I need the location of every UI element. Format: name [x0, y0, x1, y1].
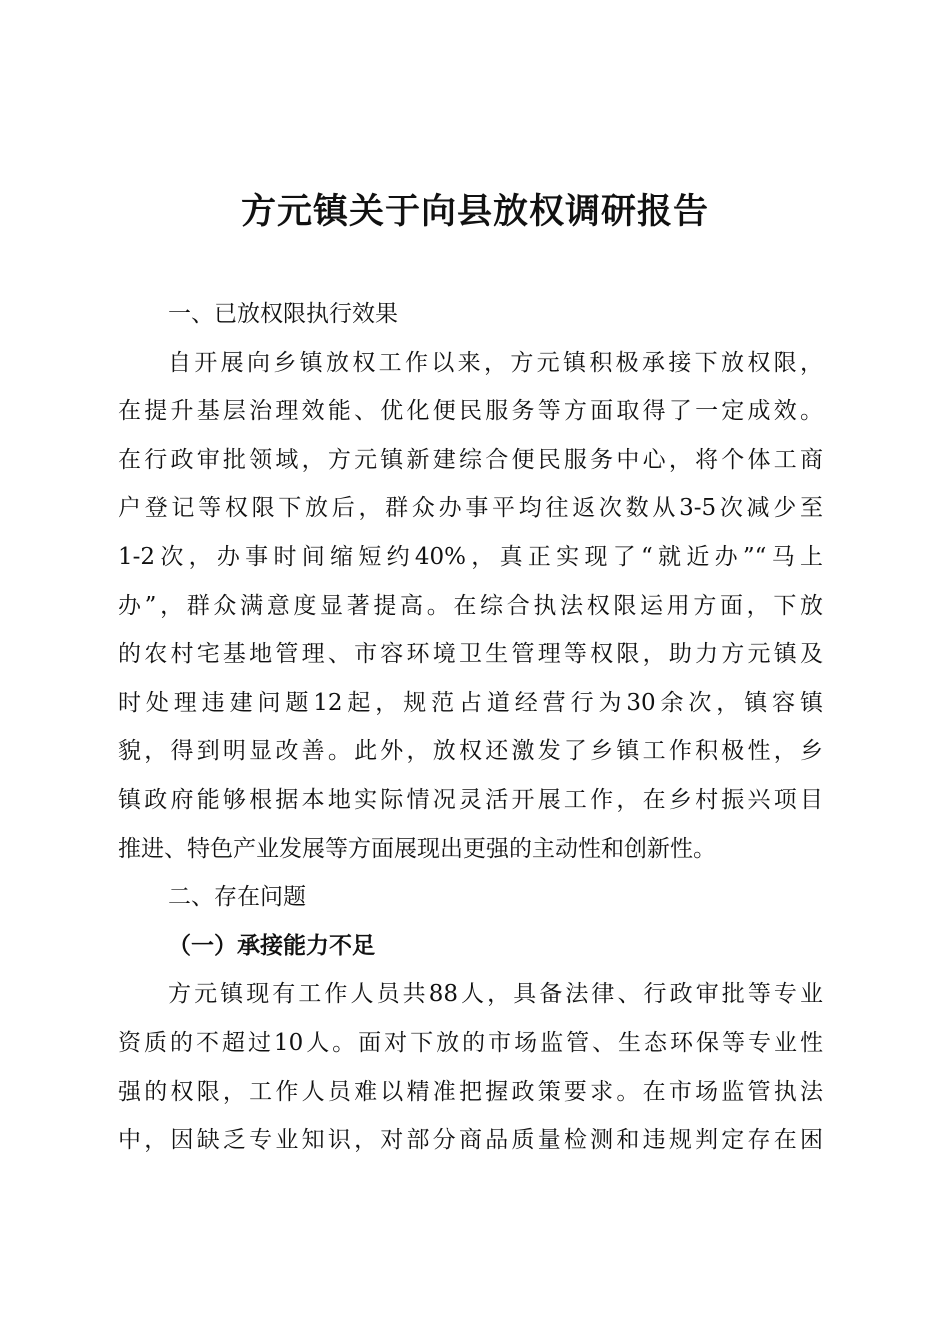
section-heading-1: 一、已放权限执行效果: [168, 301, 398, 327]
paragraph-line: 在行政审批领域，方元镇新建综合便民服务中心，将个体工商: [118, 446, 823, 473]
paragraph-line: 貌，得到明显改善。此外，放权还激发了乡镇工作积极性，乡: [118, 738, 823, 765]
paragraph-line: 镇政府能够根据本地实际情况灵活开展工作，在乡村振兴项目: [118, 786, 823, 813]
paragraph-line: 在提升基层治理效能、优化便民服务等方面取得了一定成效。: [118, 398, 823, 425]
paragraph-line: 推进、特色产业发展等方面展现出更强的主动性和创新性。: [118, 835, 716, 862]
paragraph-line: 方元镇现有工作人员共88人，具备法律、行政审批等专业: [168, 981, 823, 1008]
document-body: [118, 290, 823, 1165]
paragraph-line: 办”，群众满意度显著提高。在综合执法权限运用方面，下放: [118, 592, 823, 619]
paragraph-line: 时处理违建问题12起，规范占道经营行为30余次，镇容镇: [118, 689, 823, 716]
document-title: 方元镇关于向县放权调研报告: [240, 191, 709, 232]
paragraph-line: 自开展向乡镇放权工作以来，方元镇积极承接下放权限，: [168, 349, 823, 376]
section-heading-2: 二、存在问题: [168, 884, 306, 911]
paragraph-line: 的农村宅基地管理、市容环境卫生管理等权限，助力方元镇及: [118, 641, 823, 668]
subsection-heading-1: （一）承接能力不足: [168, 931, 375, 959]
paragraph-line: 资质的不超过10人。面对下放的市场监管、生态环保等专业性: [118, 1029, 823, 1056]
paragraph-line: 户登记等权限下放后，群众办事平均往返次数从3-5次减少至: [118, 495, 823, 522]
paragraph-line: 1-2次，办事时间缩短约40%，真正实现了“就近办”“马上: [118, 543, 823, 570]
paragraph-line: 中，因缺乏专业知识，对部分商品质量检测和违规判定存在困: [118, 1127, 823, 1154]
paragraph-line: 强的权限，工作人员难以精准把握政策要求。在市场监管执法: [118, 1078, 823, 1105]
